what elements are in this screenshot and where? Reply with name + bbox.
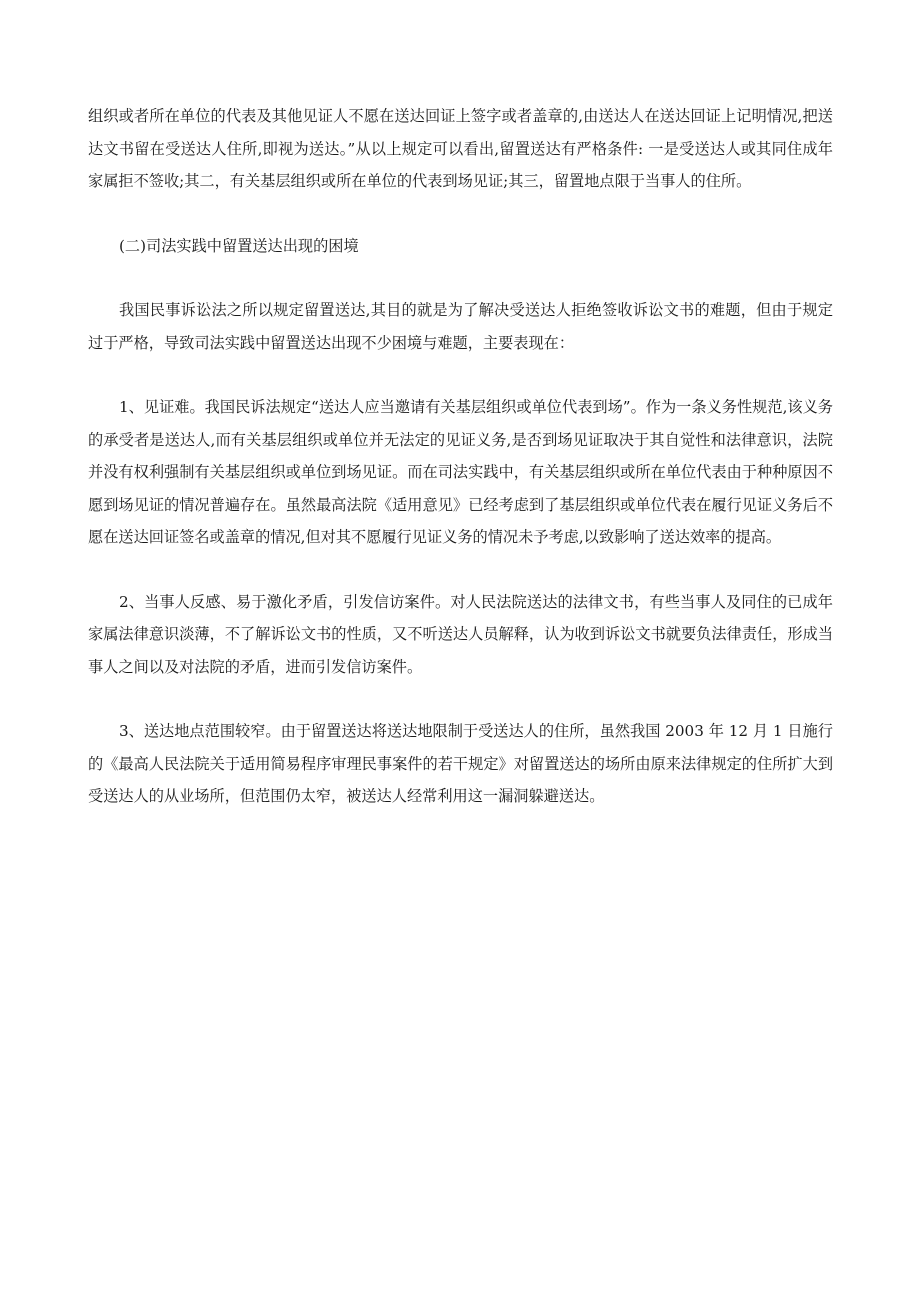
document-page <box>88 100 833 813</box>
paragraph-gap <box>88 683 833 715</box>
paragraph-point-3: 3、送达地点范围较窄。由于留置送达将送达地限制于受送达人的住所，虽然我国 2003 年 12 月 1 日施行的《最高人民法院关于适用简易程序审理民事案件的若干规定》对留置送达的场所由原来法律规定的住所扩大到受送达人的从业场所，但范围仍太窄，被送达人经常利用这一漏洞躲避送达。 <box>88 722 833 805</box>
paragraph-point-1: 1、见证难。我国民诉法规定“送达人应当邀请有关基层组织或单位代表到场”。作为一条义务性规范,该义务的承受者是送达人,而有关基层组织或单位并无法定的见证义务,是否到场见证取决于其自觉性和法律意识，法院并没有权利强制有关基层组织或单位到场见证。而在司法实践中，有关基层组织或所在单位代表由于种种原因不愿到场见证的情况普遍存在。虽然最高法院《适用意见》已经考虑到了基层组织或单位代表在履行见证义务后不愿在送达回证签名或盖章的情况,但对其不愿履行见证义务的情况未予考虑,以致影响了送达效率的提高。 <box>88 398 833 546</box>
paragraph-point-2: 2、当事人反感、易于激化矛盾，引发信访案件。对人民法院送达的法律文书，有些当事人及同住的已成年家属法律意识淡薄，不了解诉讼文书的性质，又不听送达人员解释，认为收到诉讼文书就要负法律责任，形成当事人之间以及对法院的矛盾，进而引发信访案件。 <box>88 592 833 676</box>
paragraph-gap <box>88 359 833 391</box>
paragraph-continuation: 组织或者所在单位的代表及其他见证人不愿在送达回证上签字或者盖章的,由送达人在送达回证上记明情况,把送达文书留在受送达人住所,即视为送达。”从以上规定可以看出,留置送达有严格条件: 一是受送达人或其同住成年家属拒不签收;其二，有关基层组织或所在单位的代表到场见证;其三，留置地点限于当事人的住所。 <box>88 107 833 190</box>
paragraph-intro: 我国民事诉讼法之所以规定留置送达,其目的就是为了解决受送达人拒绝签收诉讼文书的难题，但由于规定过于严格，导致司法实践中留置送达出现不少困境与难题，主要表现在： <box>88 301 833 352</box>
paragraph-gap <box>88 554 833 586</box>
section-heading: (二)司法实践中留置送达出现的困境 <box>119 236 359 255</box>
paragraph-gap <box>88 198 833 230</box>
paragraph-gap <box>88 262 833 294</box>
